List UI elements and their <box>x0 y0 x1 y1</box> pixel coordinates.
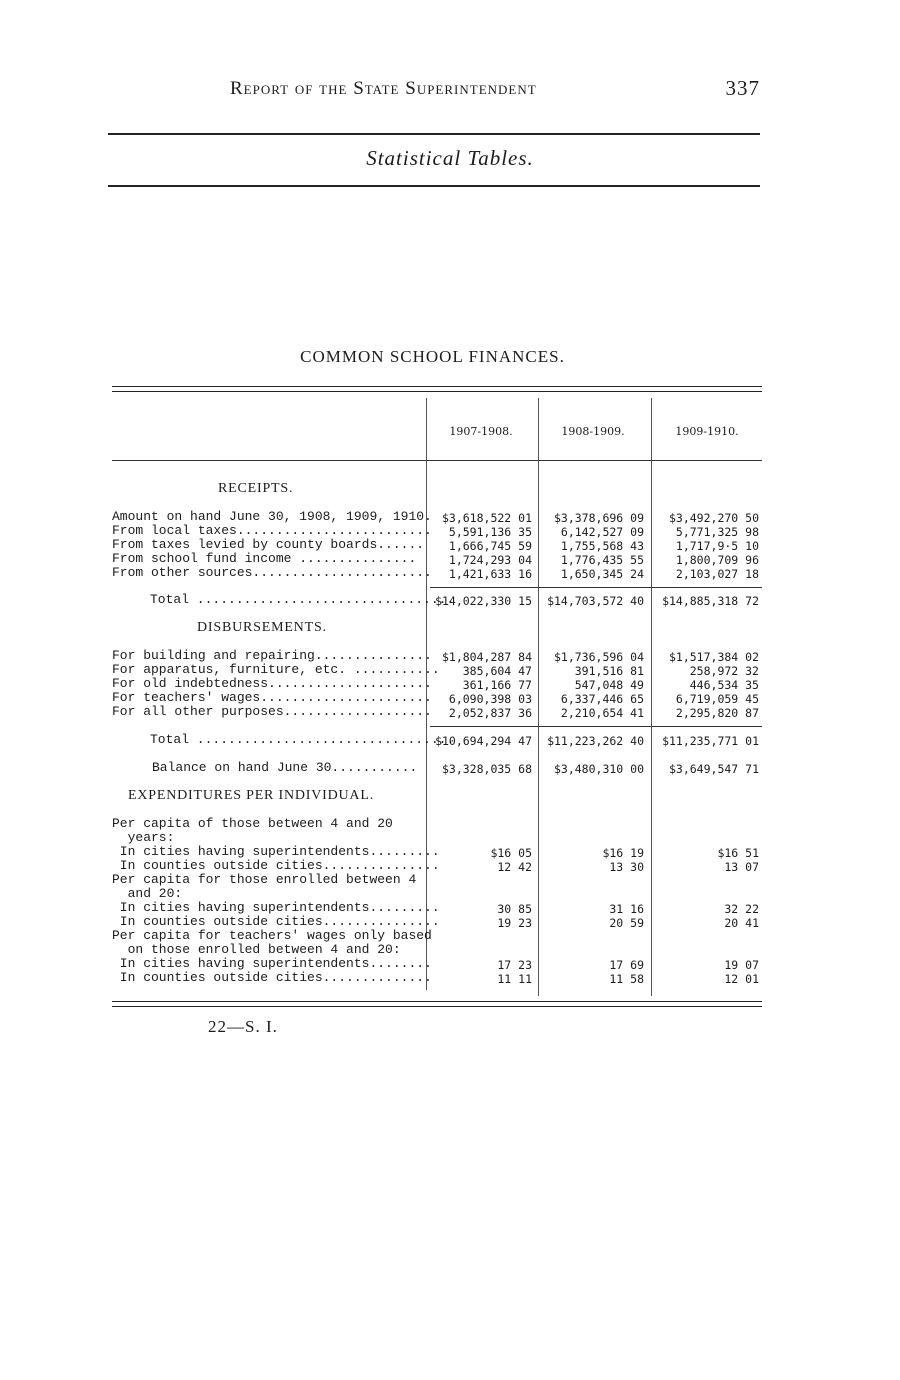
disbursement-row-label: For apparatus, furniture, etc. ........... <box>112 662 440 677</box>
receipts-cell: 5,771,325 98 <box>675 525 759 539</box>
per-capita-label: and 20: <box>112 886 183 901</box>
per-capita-cell: 20 59 <box>609 916 644 930</box>
running-title: Report of the State Superintendent <box>230 78 537 99</box>
receipts-row-label: From taxes levied by county boards...... <box>112 537 425 552</box>
receipts-cell: 1,800,709 96 <box>675 553 759 567</box>
per-capita-cell: 12 01 <box>724 972 759 986</box>
disbursement-row-label: For teachers' wages...................... <box>112 690 432 705</box>
per-capita-cell: 13 30 <box>609 860 644 874</box>
per-capita-cell: 20 41 <box>724 916 759 930</box>
per-capita-cell: $16 05 <box>490 846 532 860</box>
signature-mark: 22—S. I. <box>208 1017 278 1036</box>
per-capita-label: Per capita for those enrolled between 4 <box>112 872 417 887</box>
section-subtitle: Statistical Tables. <box>366 146 534 170</box>
disbursement-total-cell: $10,694,294 47 <box>435 734 532 748</box>
disbursement-cell: 2,210,654 41 <box>560 706 644 720</box>
balance-cell: $3,480,310 00 <box>553 762 644 776</box>
per-capita-cell: 30 85 <box>497 902 532 916</box>
page-number: 337 <box>725 76 760 100</box>
disbursement-cell: 547,048 49 <box>574 678 644 692</box>
per-capita-cell: 32 22 <box>724 902 759 916</box>
disbursement-cell: 391,516 81 <box>574 664 644 678</box>
receipts-cell: 1,421,633 16 <box>448 567 532 581</box>
receipts-row-label: From local taxes......................... <box>112 523 432 538</box>
disbursement-cell: 6,337,446 65 <box>560 692 644 706</box>
column-header-1908: 1908-1909. <box>561 425 625 438</box>
column-header-1909: 1909-1910. <box>675 425 739 438</box>
disbursement-cell: 361,166 77 <box>462 678 532 692</box>
receipts-cell: 6,142,527 09 <box>560 525 644 539</box>
receipts-cell: 1,650,345 24 <box>560 567 644 581</box>
disbursement-cell: 258,972 32 <box>689 664 759 678</box>
column-header-1907: 1907-1908. <box>449 425 513 438</box>
per-capita-label: In cities having superintendents......... <box>112 844 440 859</box>
disbursement-cell: 6,719,059 45 <box>675 692 759 706</box>
receipts-cell: 1,724,293 04 <box>448 553 532 567</box>
balance-label: Balance on hand June 30........... <box>152 760 418 775</box>
receipts-cell: 1,755,568 43 <box>560 539 644 553</box>
per-capita-label: Per capita of those between 4 and 20 <box>112 816 393 831</box>
table-title: COMMON SCHOOL FINANCES. <box>300 347 565 366</box>
receipts-row-label: From school fund income ............... <box>112 551 417 566</box>
receipts-heading: RECEIPTS. <box>218 481 294 496</box>
column-divider <box>538 398 539 996</box>
per-capita-cell: $16 51 <box>717 846 759 860</box>
disbursement-cell: 385,604 47 <box>462 664 532 678</box>
disbursement-cell: $1,736,596 04 <box>553 650 644 664</box>
receipts-cell: $3,378,696 09 <box>553 511 644 525</box>
receipts-total-cell: $14,703,572 40 <box>547 594 644 608</box>
disbursement-cell: 2,052,837 36 <box>448 706 532 720</box>
per-capita-label: In cities having superintendents......... <box>112 900 440 915</box>
subtitle-rule <box>108 185 760 187</box>
disbursement-row-label: For all other purposes................... <box>112 704 432 719</box>
table-top-rule-2 <box>112 391 762 392</box>
expenditures-heading: EXPENDITURES PER INDIVIDUAL. <box>128 788 374 803</box>
per-capita-label: In cities having superintendents........ <box>112 956 432 971</box>
disbursement-cell: $1,517,384 02 <box>668 650 759 664</box>
disbursements-heading: DISBURSEMENTS. <box>197 620 327 635</box>
disbursement-row-label: For building and repairing............... <box>112 648 432 663</box>
balance-cell: $3,328,035 68 <box>441 762 532 776</box>
receipts-total-cell: $14,022,330 15 <box>435 594 532 608</box>
disbursement-total-cell: $11,235,771 01 <box>662 734 759 748</box>
per-capita-cell: 17 23 <box>497 958 532 972</box>
disbursement-cell: 2,295,820 87 <box>675 706 759 720</box>
subtotal-rule <box>430 587 762 588</box>
disbursement-row-label: For old indebtedness..................... <box>112 676 432 691</box>
table-bottom-rule-2 <box>112 1006 762 1007</box>
disbursement-cell: 6,090,398 03 <box>448 692 532 706</box>
table-top-rule <box>112 386 762 387</box>
per-capita-cell: 11 11 <box>497 972 532 986</box>
receipts-row-label: From other sources....................... <box>112 565 432 580</box>
per-capita-cell: $16 19 <box>602 846 644 860</box>
per-capita-label: In counties outside cities............... <box>112 914 440 929</box>
receipts-cell: 2,103,027 18 <box>675 567 759 581</box>
disbursement-total-label: Total ................................. <box>150 732 455 747</box>
per-capita-label: Per capita for teachers' wages only based <box>112 928 432 943</box>
per-capita-label: In counties outside cities.............. <box>112 970 432 985</box>
disbursement-cell: $1,804,287 84 <box>441 650 532 664</box>
receipts-cell: 1,776,435 55 <box>560 553 644 567</box>
column-divider <box>651 398 652 996</box>
per-capita-cell: 12 42 <box>497 860 532 874</box>
receipts-cell: 1,666,745 59 <box>448 539 532 553</box>
receipts-cell: 5,591,136 35 <box>448 525 532 539</box>
header-bottom-rule <box>112 460 762 461</box>
per-capita-cell: 19 07 <box>724 958 759 972</box>
receipts-total-label: Total ................................. <box>150 592 455 607</box>
balance-cell: $3,649,547 71 <box>668 762 759 776</box>
per-capita-cell: 19 23 <box>497 916 532 930</box>
per-capita-label: years: <box>112 830 175 845</box>
receipts-cell: $3,492,270 50 <box>668 511 759 525</box>
receipts-cell: 1,717,9·5 10 <box>675 539 759 553</box>
header-rule <box>108 133 760 135</box>
receipts-total-cell: $14,885,318 72 <box>662 594 759 608</box>
per-capita-cell: 13 07 <box>724 860 759 874</box>
per-capita-cell: 17 69 <box>609 958 644 972</box>
per-capita-cell: 11 58 <box>609 972 644 986</box>
per-capita-label: on those enrolled between 4 and 20: <box>112 942 401 957</box>
per-capita-label: In counties outside cities............... <box>112 858 440 873</box>
receipts-row-label: Amount on hand June 30, 1908, 1909, 1910. <box>112 509 432 524</box>
per-capita-cell: 31 16 <box>609 902 644 916</box>
disbursement-cell: 446,534 35 <box>689 678 759 692</box>
table-bottom-rule <box>112 1001 762 1002</box>
receipts-cell: $3,618,522 01 <box>441 511 532 525</box>
disbursement-total-cell: $11,223,262 40 <box>547 734 644 748</box>
subtotal-rule <box>430 726 762 727</box>
